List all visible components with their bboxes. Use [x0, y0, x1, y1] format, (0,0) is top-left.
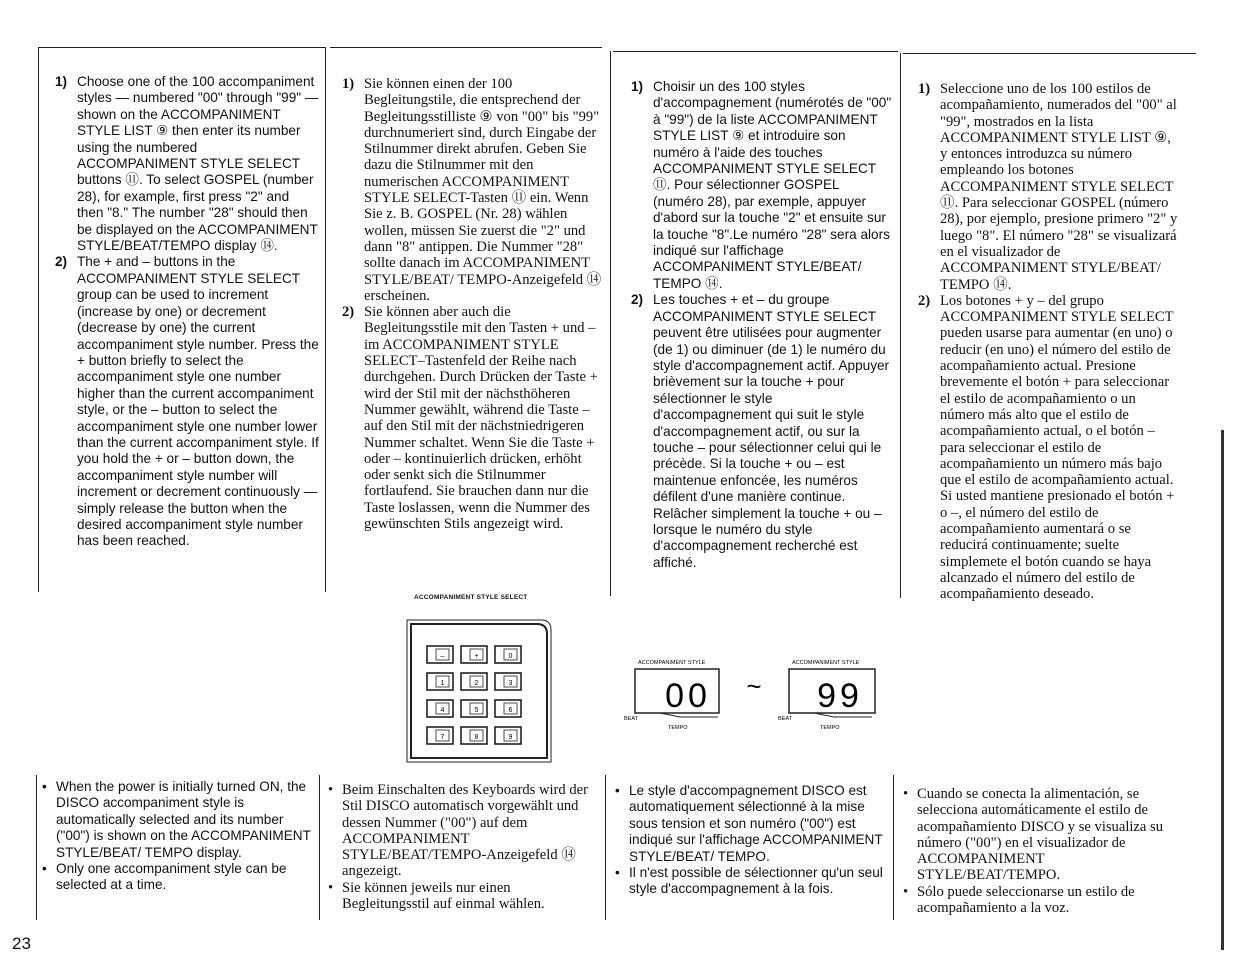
- step-text: The + and – buttons in the ACCOMPANIMENT STYLE SELECT group can be used to increment (increase by one) or decrement (decrease by one) the current accompaniment style number. Press the + button briefly to select the accompaniment style one number higher than the current accompaniment style, or the – button to select the accompaniment style one number lower than the current accompaniment style. If you hold the + or – button down, the accompaniment style number will increment or decrement continuously — simply release the button when the desired accompaniment style number has been reached.: [77, 254, 319, 549]
- page-number: 23: [12, 934, 31, 953]
- top-rule-3: [613, 51, 898, 52]
- keypad-key-label: 0: [508, 653, 513, 660]
- keypad-key-label: 1: [440, 680, 445, 687]
- english-column: [55, 74, 319, 550]
- keypad-key-label: –: [440, 653, 445, 660]
- step-text: Les touches + et – du groupe ACCOMPANIMENT STYLE SELECT peuvent être utilisées pour augmenter (de 1) ou diminuer (de 1) le numéro du style d'accompagnement actif. Appuyer brièvement sur la touche + pour sélectionner le style d'accompagnement qui suit le style d'accompagnement actif, ou sur la touche – pour sélectionner celui qui le précède. Si la touche + ou – est maintenue enfoncée, les numéros défilent d'une manière continue. Relâcher simplement la touche + ou – lorsque le numéro du style d'accompagnement recherché est affiché.: [653, 292, 890, 570]
- col-left-rule-1: [38, 47, 39, 592]
- keypad-key-label: 3: [508, 680, 513, 687]
- col-divider-3: [900, 53, 901, 598]
- german-step-2: [342, 304, 606, 532]
- french-note-1: • Le style d'accompagnement DISCO est automatiquement sélectionné à la mise sous tension et son numéro ("00") est indiqué sur l'affichage ACCOMPANIMENT STYLE/BEAT/ TEMPO.: [615, 783, 883, 864]
- spanish-notes: [903, 786, 1179, 916]
- step-text: Sie können einen der 100 Begleitungstile, die entsprechend der Begleitungsstilliste ⑨ von "00" bis "99" durchnumeriert sind, durch Eingabe der Stilnummer direkt abrufen. Geben Sie dazu die Stilnummer mit den numerischen ACCOMPANIMENT STYLE SELECT-Tasten ⑪ ein. Wenn Sie z. B. GOSPEL (Nr. 28) wählen wollen, müssen Sie zuerst die "2" und dann "8" antippen. Die Nummer "28" sollte danach im ACCOMPANIMENT STYLE/BEAT/ TEMPO-Anzeigefeld ⑭ erscheinen.: [364, 76, 602, 304]
- keypad-figure: [405, 618, 555, 764]
- display-figure: [620, 655, 885, 735]
- spanish-note-1: • Cuando se conecta la alimentación, se selecciona automáticamente el estilo de acompañamiento DISCO y se visualiza su número ("00") en el visualizador de ACCOMPANIMENT STYLE/BEAT/TEMPO.: [903, 786, 1164, 884]
- step-number: 2): [918, 292, 931, 309]
- spanish-step-2: [918, 293, 1180, 603]
- english-note-2: • Only one accompaniment style can be selected at a time.: [42, 861, 287, 893]
- step-number: 2): [631, 292, 644, 308]
- tempo-label-right: TEMPO: [820, 725, 840, 731]
- note-text: Sie können jeweils nur einen Begleitungsstil auf einmal wählen.: [342, 879, 545, 913]
- spanish-step-1: [918, 81, 1180, 293]
- german-note-1: • Beim Einschalten des Keyboards wird der Stil DISCO automatisch vorgewählt und dessen Nummer ("00") auf dem ACCOMPANIMENT STYLE/BEAT/TEMPO-Anzeigefeld ⑭ angezeigt.: [328, 782, 588, 880]
- display-label-right: ACCOMPANIMENT STYLE: [792, 660, 860, 666]
- keypad-key-label: 4: [440, 707, 445, 714]
- step-number: 2): [55, 254, 68, 270]
- step-text: Sie können aber auch die Begleitungsstile mit den Tasten + und – im ACCOMPANIMENT STYLE SELECT–Tastenfeld der Reihe nach durchgehen. Durch Drücken der Taste + wird der Stil mit der nächsthöheren Nummer gewählt, während die Taste – auf den Stil mit der nächstniedrigeren Nummer schaltet. Wenn Sie die Taste + oder – kontinuierlich drücken, erhöht oder senkt sich die Stilnummer fortlaufend. Sie brauchen dann nur die Taste loslassen, wenn die Nummer des gewünschten Stils angezeigt wird.: [364, 304, 598, 533]
- step-number: 1): [631, 79, 644, 94]
- step-number: 2): [342, 304, 355, 321]
- note-text: Il n'est possible de sélectionner qu'un seul style d'accompagnement à la fois.: [629, 865, 883, 897]
- english-step-1: [55, 74, 319, 254]
- note-text: Le style d'accompagnement DISCO est automatiquement sélectionné à la mise sous tension et son numéro ("00") est indiqué sur l'affichage ACCOMPANIMENT STYLE/BEAT/ TEMPO.: [629, 783, 883, 864]
- keypad-caption: ACCOMPANIMENT STYLE SELECT: [414, 594, 528, 601]
- note-text: Sólo puede seleccionarse un estilo de acompañamiento a la voz.: [917, 883, 1135, 917]
- keypad-key-label: +: [474, 653, 479, 660]
- col-divider-1: [325, 47, 326, 592]
- display-value-99: 99: [817, 677, 863, 715]
- display-value-00: 00: [665, 677, 711, 715]
- step-text: Choose one of the 100 accompaniment styles — numbered "00" through "99" — shown on the ACCOMPANIMENT STYLE LIST ⑨ then enter its number using the numbered ACCOMPANIMENT STYLE SELECT buttons ⑪. To select GOSPEL (number 28), for example, first press "2" and then "8." The number "28" should then be displayed on the ACCOMPANIMENT STYLE/BEAT/TEMPO display ⑭.: [77, 74, 319, 254]
- french-note-2: • Il n'est possible de sélectionner qu'un seul style d'accompagnement à la fois.: [615, 865, 883, 897]
- notes-divider-3: [893, 775, 894, 920]
- german-notes: [328, 782, 600, 912]
- note-text: Beim Einschalten des Keyboards wird der Stil DISCO automatisch vorgewählt und dessen Nummer ("00") auf dem ACCOMPANIMENT STYLE/BEAT/TEMPO-Anzeigefeld ⑭ angezeigt.: [342, 782, 588, 880]
- keypad-key-label: 8: [474, 734, 479, 741]
- keypad-key-label: 6: [508, 707, 513, 714]
- step-text: Seleccione uno de los 100 estilos de acompañamiento, numerados del "00" al "99", mostrados en la lista ACCOMPANIMENT STYLE LIST ⑨, y entonces introduzca su número empleando los botones ACCOMPANIMENT STYLE SELECT ⑪. Para seleccionar GOSPEL (número 28), por ejemplo, presione primero "2" y luego "8". El número "28" se visualizará en el visualizador de ACCOMPANIMENT STYLE/BEAT/ TEMPO ⑭.: [940, 81, 1178, 293]
- english-step-2: [55, 254, 319, 549]
- notes-divider-1: [319, 775, 320, 920]
- spanish-column: [918, 81, 1180, 603]
- tempo-label-left: TEMPO: [668, 725, 688, 731]
- right-edge-mark: [1221, 430, 1224, 950]
- step-number: 1): [55, 74, 68, 89]
- top-rule-1: [38, 47, 326, 48]
- top-rule-4: [903, 53, 1196, 54]
- french-column: [631, 79, 893, 571]
- step-text: Choisir un des 100 styles d'accompagnement (numérotés de "00" à "99") de la liste ACCOMPANIMENT STYLE LIST ⑨ et introduire son numéro à l'aide des touches ACCOMPANIMENT STYLE SELECT ⑪. Pour sélectionner GOSPEL (numéro 28), par exemple, appuyer d'abord sur la touche "2" et ensuite sur la touche "8".Le numéro "28" sera alors indiqué sur l'affichage ACCOMPANIMENT STYLE/BEAT/ TEMPO ⑭.: [653, 79, 892, 291]
- german-note-2: • Sie können jeweils nur einen Begleitungsstil auf einmal wählen.: [328, 879, 545, 913]
- spanish-note-2: • Sólo puede seleccionarse un estilo de acompañamiento a la voz.: [903, 883, 1135, 917]
- note-text: Only one accompaniment style can be selected at a time.: [56, 861, 287, 893]
- french-step-2: [631, 292, 893, 571]
- beat-label-left: BEAT: [624, 716, 638, 722]
- step-number: 1): [918, 81, 931, 97]
- english-notes: [42, 779, 314, 894]
- keypad-key-label: 5: [474, 707, 479, 714]
- note-text: When the power is initially turned ON, the DISCO accompaniment style is automatically selected and its number ("00") is shown on the ACCOMPANIMENT STYLE/BEAT/ TEMPO display.: [56, 779, 311, 860]
- step-text: Los botones + y – del grupo ACCOMPANIMENT STYLE SELECT pueden usarse para aumentar (en uno) o reducir (en uno) el número del estilo de acompañamiento actual. Presione brevemente el botón + para seleccionar el estilo de acompañamiento o un número más alto que el estilo de acompañamiento actual, o el botón – para seleccionar el estilo de acompañamiento un número más bajo que el estilo de acompañamiento actual. Si usted mantiene presionado el botón + o –, el número del estilo de acompañamiento aumentará o se reducirá continuamente; suelte simplemete el botón cuando se haya alcanzado el número del estilo de acompañamiento deseado.: [940, 292, 1175, 603]
- top-rule-2: [330, 47, 602, 48]
- note-text: Cuando se conecta la alimentación, se selecciona automáticamente el estilo de acompañamiento DISCO y se visualiza su número ("00") en el visualizador de ACCOMPANIMENT STYLE/BEAT/TEMPO.: [917, 786, 1164, 884]
- english-note-1: • When the power is initially turned ON, the DISCO accompaniment style is automatically selected and its number ("00") is shown on the ACCOMPANIMENT STYLE/BEAT/ TEMPO display.: [42, 779, 311, 860]
- col-divider-2: [610, 51, 611, 596]
- step-number: 1): [342, 76, 355, 92]
- range-symbol: ~: [746, 671, 762, 701]
- keypad-key-label: 7: [440, 734, 445, 741]
- notes-divider-2: [605, 775, 606, 920]
- display-label-left: ACCOMPANIMENT STYLE: [638, 660, 706, 666]
- french-step-1: [631, 79, 893, 292]
- notes-left-rule-1: [36, 775, 37, 920]
- beat-label-right: BEAT: [778, 716, 792, 722]
- keypad-key-label: 2: [474, 680, 479, 687]
- german-step-1: [342, 76, 606, 304]
- keypad-key-label: 9: [508, 734, 513, 741]
- german-column: [342, 76, 606, 532]
- french-notes: [615, 783, 889, 898]
